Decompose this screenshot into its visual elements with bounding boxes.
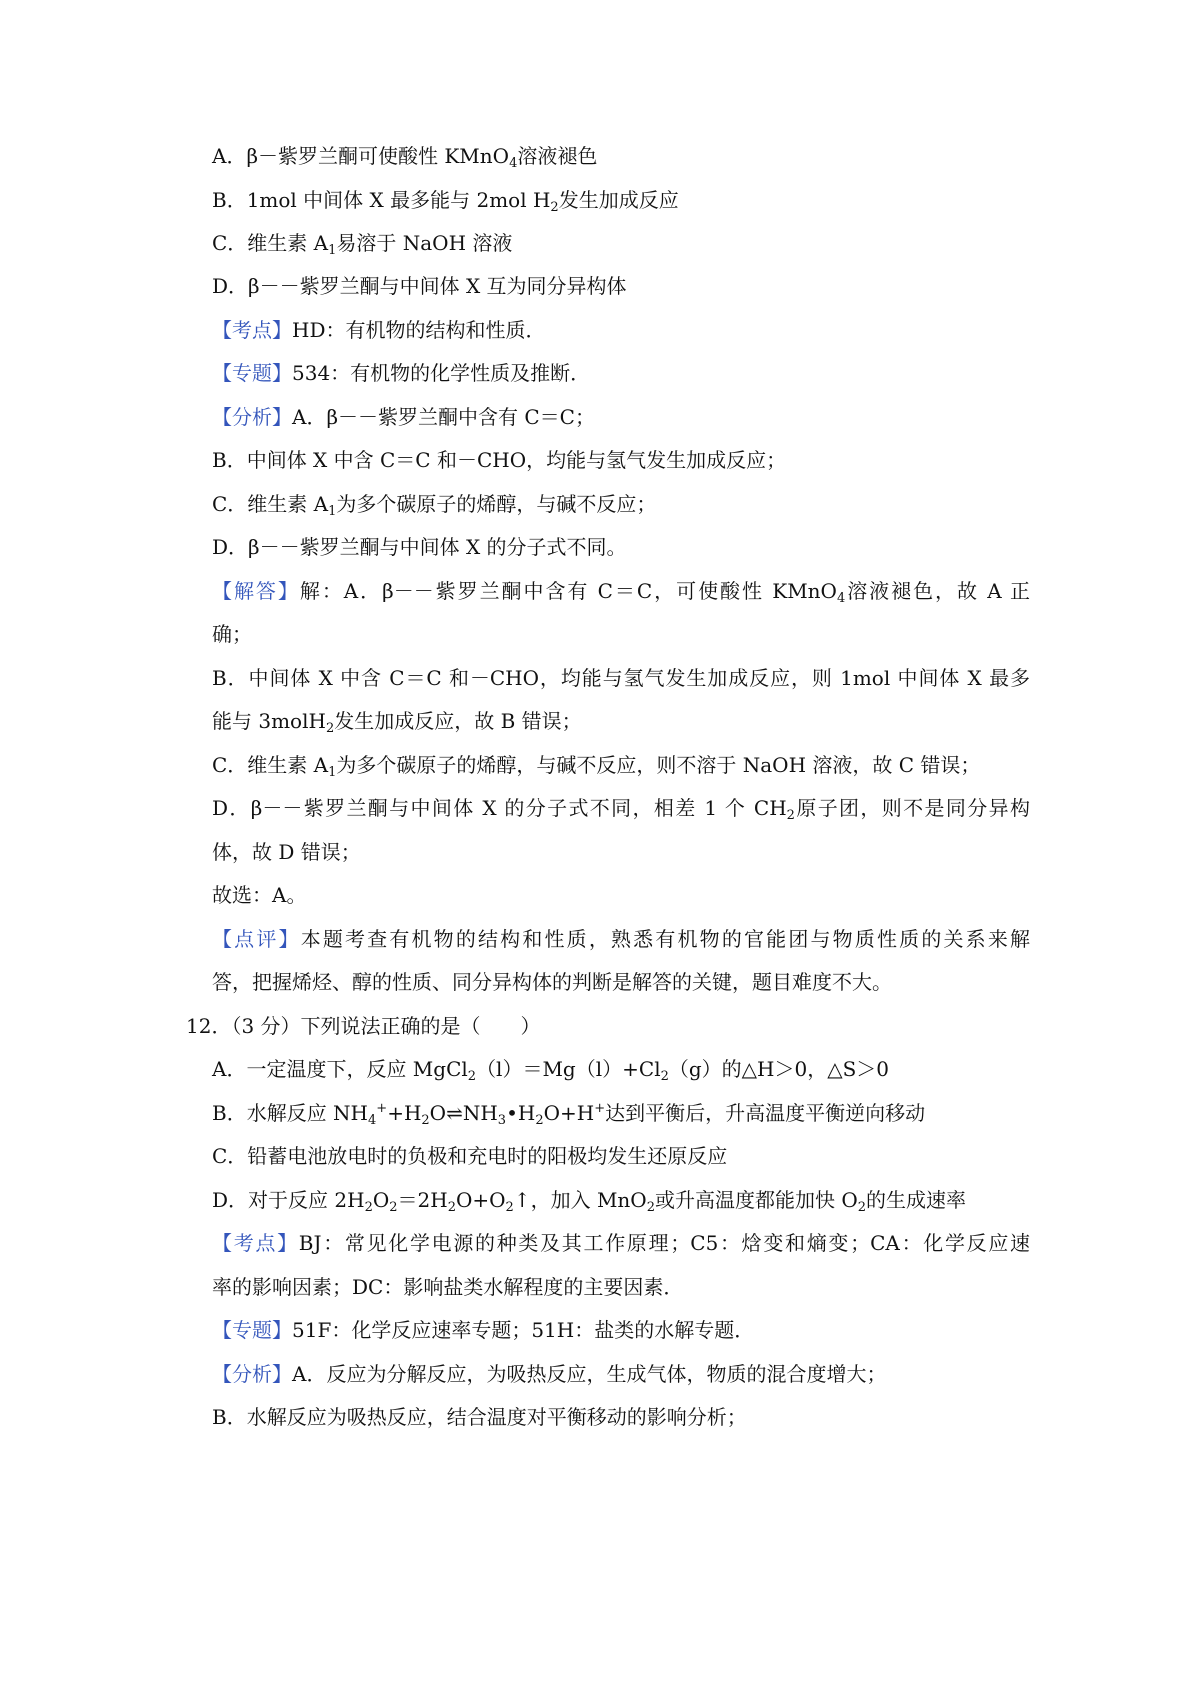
zhuanti-label: 【专题】 — [212, 361, 292, 385]
q12-kaodian: 【考点】BJ：常见化学电源的种类及其工作原理；C5：焓变和熵变；CA：化学反应速 — [212, 1231, 1031, 1255]
q11-fenxi-b: B．中间体 X 中含 C＝C 和－CHO，均能与氢气发生加成反应； — [212, 448, 787, 472]
q11-jieda-a2: 确； — [212, 622, 252, 646]
zhuanti-label: 【专题】 — [212, 1318, 292, 1342]
q11-dianping: 【点评】本题考查有机物的结构和性质，熟悉有机物的官能团与物质性质的关系来解 — [212, 927, 1031, 951]
q11-zhuanti: 【专题】534：有机物的化学性质及推断． — [212, 361, 591, 385]
fenxi-label: 【分析】 — [212, 1362, 292, 1386]
jieda-label: 【解答】 — [212, 579, 300, 603]
q11-jieda-b2: 能与 3molH$_2$发生加成反应，故 B 错误； — [212, 709, 582, 736]
q11-kaodian: 【考点】HD：有机物的结构和性质． — [212, 318, 546, 342]
q11-jieda-d1: D．β－－紫罗兰酮与中间体 X 的分子式不同，相差 1 个 $CH_2$原子团，则不是同分异构 — [212, 796, 1031, 823]
q11-jieda-a: 【解答】解：A．β－－紫罗兰酮中含有 C＝C，可使酸性 KMnO$_4$溶液褪色，故 A 正 — [212, 579, 1031, 606]
q11-option-d: D．β－－紫罗兰酮与中间体 X 互为同分异构体 — [212, 274, 627, 298]
q11-option-a: A．β－紫罗兰酮可使酸性 KMnO$_4$溶液褪色 — [212, 144, 598, 171]
q11-jieda-b1: B．中间体 X 中含 C＝C 和－CHO，均能与氢气发生加成反应，则 1mol 中间体 X 最多 — [212, 666, 1030, 690]
q12-stem: 12．（3 分）下列说法正确的是（ ） — [186, 1014, 541, 1038]
q12-option-a: A．一定温度下，反应 $MgCl_2(l)=Mg(l)+Cl_2(g)$的△H＞0，△S＞0 — [212, 1057, 890, 1084]
q11-fenxi: 【分析】A．β－－紫罗兰酮中含有 C＝C； — [212, 405, 595, 429]
q12-option-b: B．水解反应 $NH_4^++H_2O\rightleftharpoons NH_3•H_2O+H^+$达到平衡后，升高温度平衡逆向移动 — [212, 1101, 926, 1128]
q11-option-c: C．维生素 $A_1$易溶于 NaOH 溶液 — [212, 231, 513, 258]
q11-jieda-c: C．维生素 $A_1$为多个碳原子的烯醇，与碱不反应，则不溶于 NaOH 溶液，故 C 错误； — [212, 753, 981, 780]
q11-jieda-d2: 体，故 D 错误； — [212, 840, 361, 864]
fenxi-label: 【分析】 — [212, 405, 292, 429]
q12-kaodian-2: 率的影响因素；DC：影响盐类水解程度的主要因素． — [212, 1275, 684, 1299]
q11-option-b: B．1mol 中间体 X 最多能与 2mol $H_2$发生加成反应 — [212, 188, 679, 215]
kaodian-label: 【考点】 — [212, 1231, 299, 1255]
q12-fenxi-b: B．水解反应为吸热反应，结合温度对平衡移动的影响分析； — [212, 1405, 747, 1429]
q12-fenxi: 【分析】A．反应为分解反应，为吸热反应，生成气体，物质的混合度增大； — [212, 1362, 887, 1386]
q12-option-c: C．铅蓄电池放电时的负极和充电时的阳极均发生还原反应 — [212, 1144, 728, 1168]
kaodian-label: 【考点】 — [212, 318, 292, 342]
q12-zhuanti: 【专题】51F：化学反应速率专题；51H：盐类的水解专题． — [212, 1318, 755, 1342]
q11-fenxi-d: D．β－－紫罗兰酮与中间体 X 的分子式不同。 — [212, 535, 627, 559]
q11-answer: 故选：A。 — [212, 883, 307, 907]
q11-dianping-2: 答，把握烯烃、醇的性质、同分异构体的判断是解答的关键，题目难度不大。 — [212, 970, 892, 994]
q12-option-d: D．对于反应 $2H_2O_2=2H_2O+O_2↑$，加入 MnO$_2$或升高温度都能加快 $O_2$的生成速率 — [212, 1188, 967, 1215]
dianping-label: 【点评】 — [212, 927, 301, 951]
q11-fenxi-c: C．维生素 $A_1$为多个碳原子的烯醇，与碱不反应； — [212, 492, 657, 519]
